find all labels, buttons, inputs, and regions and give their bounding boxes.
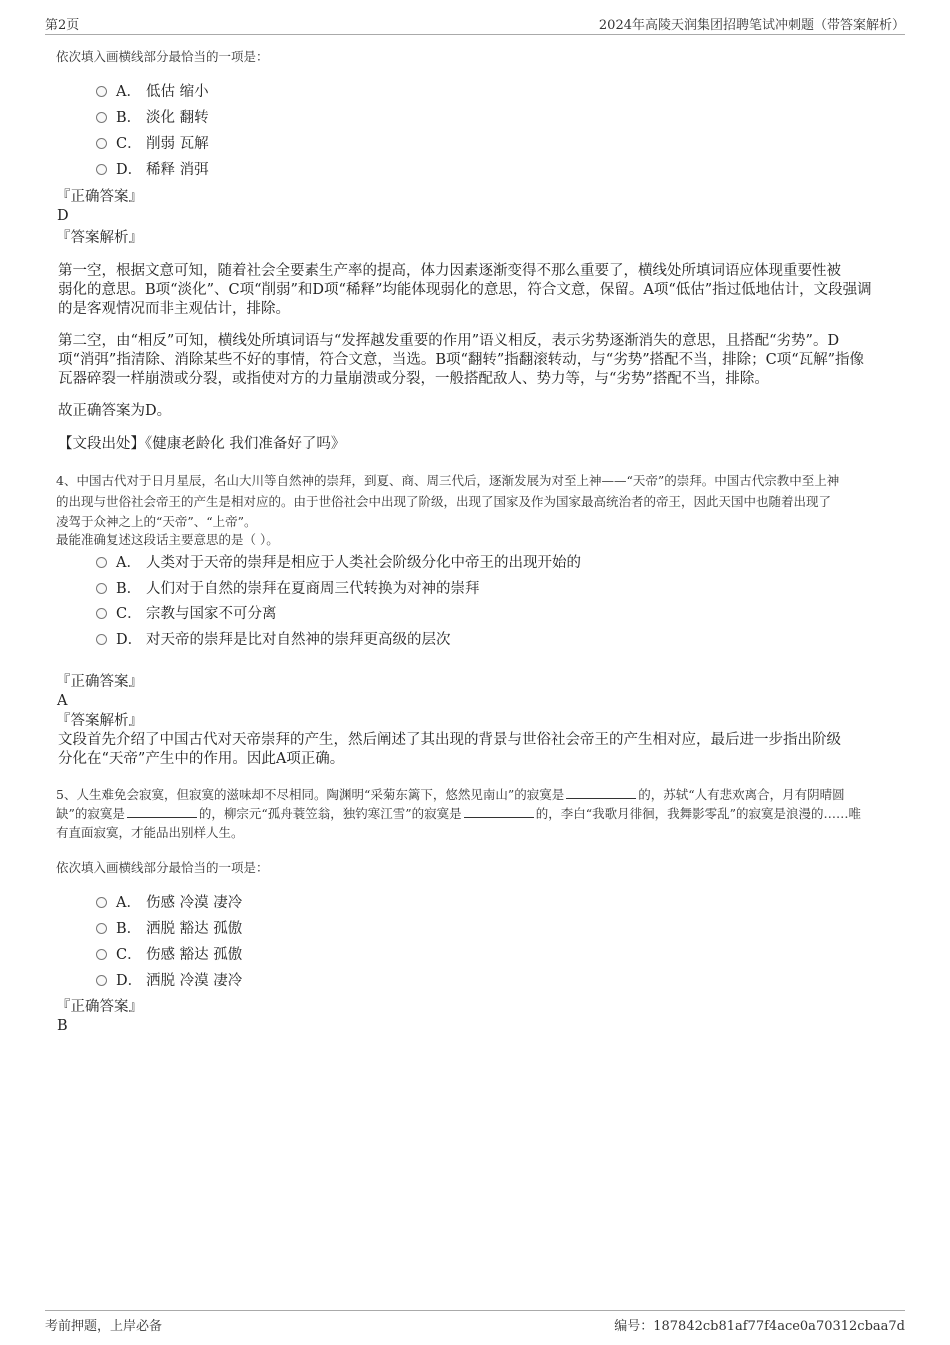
q4-answer: A xyxy=(57,693,68,709)
q4-analysis-line: 文段首先介绍了中国古代对天帝崇拜的产生，然后阐述了其出现的背景与世俗社会帝王的产生相对应，最后进一步指出阶级 xyxy=(58,732,841,748)
q3-analysis-line: 弱化的意思。B项“淡化”、C项“削弱”和D项“稀释”均能体现弱化的意思，符合文意，保留。A项“低估”指过低地估计，文段强调 xyxy=(58,282,872,298)
footer-slogan: 考前押题，上岸必备 xyxy=(45,1319,163,1334)
q4-answer-label: 『正确答案』 xyxy=(56,674,143,690)
q3-analysis-line: 项“消弭”指清除、消除某些不好的事情，符合文意，当选。B项“翻转”指翻滚转动，与“劣势”搭配不当，排除；C项“瓦解”指像 xyxy=(58,352,865,368)
q3-analysis-label: 『答案解析』 xyxy=(56,230,143,246)
q3-option-c[interactable]: C． 削弱 瓦解 xyxy=(96,133,209,155)
radio-icon[interactable] xyxy=(96,112,107,123)
radio-icon[interactable] xyxy=(96,634,107,645)
radio-icon[interactable] xyxy=(96,975,107,986)
q5-stem-line: 缺”的寂寞是 的，柳宗元“孤舟蓑笠翁，独钓寒江雪”的寂寞是 的，李白“我歌月徘徊，我舞影零乱”的寂寞是浪漫的……唯 xyxy=(56,806,861,821)
q3-answer: D xyxy=(57,208,69,224)
q3-conclusion: 故正确答案为D。 xyxy=(58,403,172,419)
q5-prompt: 依次填入画横线部分最恰当的一项是： xyxy=(56,860,269,875)
q4-stem-line: 的出现与世俗社会帝王的产生是相对应的。由于世俗社会中出现了阶级，出现了国家及作为国家最高统治者的帝王，因此天国中也随着出现了 xyxy=(56,494,832,509)
blank-line xyxy=(566,786,636,799)
q4-analysis-line: 分化在“天帝”产生中的作用。因此A项正确。 xyxy=(58,751,345,767)
q3-analysis-line: 瓦器碎裂一样崩溃或分裂，或指使对方的力量崩溃或分裂，一般搭配敌人、势力等，与“劣势”搭配不当，排除。 xyxy=(58,371,769,387)
document-title: 2024年高陵天润集团招聘笔试冲刺题（带答案解析） xyxy=(598,18,905,33)
radio-icon[interactable] xyxy=(96,897,107,908)
q4-option-b[interactable]: B． 人们对于自然的崇拜在夏商周三代转换为对神的崇拜 xyxy=(96,578,480,600)
q4-option-d[interactable]: D． 对天帝的崇拜是比对自然神的崇拜更高级的层次 xyxy=(96,629,451,651)
page-number: 第2页 xyxy=(45,18,80,33)
q3-source: 【文段出处】《健康老龄化 我们准备好了吗》 xyxy=(58,436,346,452)
radio-icon[interactable] xyxy=(96,86,107,97)
radio-icon[interactable] xyxy=(96,608,107,619)
q5-stem-line: 5、人生难免会寂寞，但寂寞的滋味却不尽相同。陶渊明“采菊东篱下，悠然见南山”的寂寞是 的，苏轼“人有悲欢离合，月有阴晴圆 xyxy=(56,787,845,802)
q3-analysis-line: 的是客观情况而非主观估计，排除。 xyxy=(58,301,290,317)
q4-stem-line: 4、中国古代对于日月星辰，名山大川等自然神的崇拜，到夏、商、周三代后，逐渐发展为对至上神——“天帝”的崇拜。中国古代宗教中至上神 xyxy=(56,473,840,488)
q4-analysis-label: 『答案解析』 xyxy=(56,713,143,729)
blank-line xyxy=(464,805,534,818)
q5-option-c[interactable]: C． 伤感 豁达 孤傲 xyxy=(96,944,242,966)
q3-answer-label: 『正确答案』 xyxy=(56,189,143,205)
q3-analysis-line: 第一空，根据文意可知，随着社会全要素生产率的提高，体力因素逐渐变得不那么重要了，横线处所填词语应体现重要性被 xyxy=(58,263,841,279)
q5-answer: B xyxy=(57,1018,68,1034)
page-footer xyxy=(45,1310,905,1335)
q5-stem-line: 有直面寂寞，才能品出别样人生。 xyxy=(56,825,244,840)
q3-option-a[interactable]: A． 低估 缩小 xyxy=(96,81,209,103)
q5-option-d[interactable]: D． 洒脱 冷漠 凄冷 xyxy=(96,970,242,992)
q5-option-b[interactable]: B． 洒脱 豁达 孤傲 xyxy=(96,918,242,940)
blank-line xyxy=(127,805,197,818)
q4-stem-line: 凌驾于众神之上的“天帝”、“上帝”。 xyxy=(56,514,257,529)
q3-analysis-line: 第二空，由“相反”可知，横线处所填词语与“发挥越发重要的作用”语义相反，表示劣势逐渐消失的意思，且搭配“劣势”。D xyxy=(58,333,840,349)
q4-option-c[interactable]: C． 宗教与国家不可分离 xyxy=(96,603,277,625)
radio-icon[interactable] xyxy=(96,164,107,175)
q3-option-b[interactable]: B． 淡化 翻转 xyxy=(96,107,209,129)
radio-icon[interactable] xyxy=(96,923,107,934)
q3-option-d[interactable]: D． 稀释 消弭 xyxy=(96,159,209,181)
q4-option-a[interactable]: A． 人类对于天帝的崇拜是相应于人类社会阶级分化中帝王的出现开始的 xyxy=(96,552,581,574)
page-header xyxy=(45,12,905,35)
q4-question: 最能准确复述这段话主要意思的是（ ）。 xyxy=(56,532,279,547)
radio-icon[interactable] xyxy=(96,557,107,568)
q5-option-a[interactable]: A． 伤感 冷漠 凄冷 xyxy=(96,892,242,914)
radio-icon[interactable] xyxy=(96,138,107,149)
q5-answer-label: 『正确答案』 xyxy=(56,999,143,1015)
radio-icon[interactable] xyxy=(96,949,107,960)
radio-icon[interactable] xyxy=(96,583,107,594)
document-id: 编号：187842cb81af77f4ace0a70312cbaa7d xyxy=(614,1319,905,1334)
q3-prompt: 依次填入画横线部分最恰当的一项是： xyxy=(56,49,269,64)
